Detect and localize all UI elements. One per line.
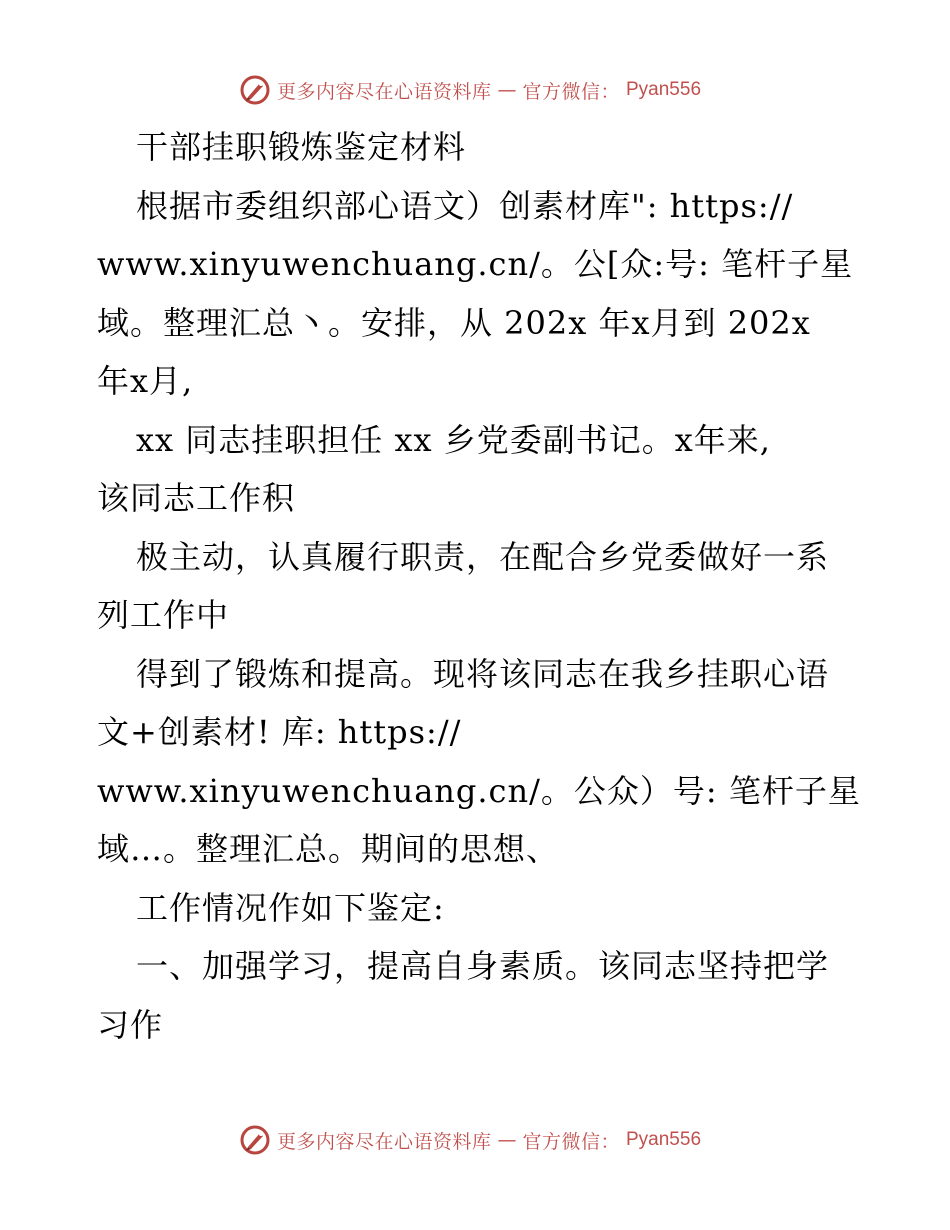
document-line: 工作情况作如下鉴定:: [136, 888, 445, 927]
footer-banner: [0, 1120, 950, 1160]
header-banner: [0, 70, 950, 110]
document-line: 根据市委组织部心语文）创素材库": https://: [136, 186, 794, 225]
document-line: www.xinyuwenchuang.cn/。公[众:号: 笔杆子星: [97, 245, 854, 283]
document-line: 得到了锻炼和提高。现将该同志在我乡挂职心语: [136, 654, 830, 693]
pen-logo-icon: [239, 74, 271, 106]
header-banner-content: [239, 74, 701, 106]
document-line: 列工作中: [97, 596, 230, 634]
footer-banner-content: [239, 1124, 701, 1156]
banner-account-label: 官方微信：: [522, 1130, 620, 1153]
document-line: 文+创素材! 库: https://: [97, 713, 462, 751]
document-body: [97, 118, 861, 1054]
document-line: 域。整理汇总丶。安排，从 202x 年x月到 202x: [97, 303, 811, 342]
document-line: www.xinyuwenchuang.cn/。公众）号: 笔杆子星: [97, 771, 861, 810]
pen-logo-icon: [239, 1124, 271, 1156]
banner-slogan: 更多内容尽在心语资料库: [276, 80, 492, 103]
banner-account-label: 官方微信：: [522, 80, 620, 103]
document-line: 极主动，认真履行职责，在配合乡党委做好一系: [136, 537, 830, 576]
banner-account: Pyan556: [626, 1129, 702, 1150]
document-line: 该同志工作积: [97, 479, 296, 517]
banner-separator: —: [497, 79, 517, 101]
document-line: 一、加强学习，提高自身素质。该同志坚持把学: [136, 947, 830, 985]
document-line: 习作: [97, 1005, 164, 1044]
banner-slogan: 更多内容尽在心语资料库: [276, 1130, 492, 1153]
banner-account: Pyan556: [626, 79, 702, 100]
document-title: 干部挂职锻炼鉴定材料: [136, 128, 467, 166]
document-line: 域…。整理汇总。期间的思想、: [97, 830, 560, 868]
document-line: xx 同志挂职担任 xx 乡党委副书记。x年来,: [136, 420, 771, 459]
banner-separator: —: [497, 1129, 517, 1151]
document-line: 年x月,: [97, 362, 194, 400]
